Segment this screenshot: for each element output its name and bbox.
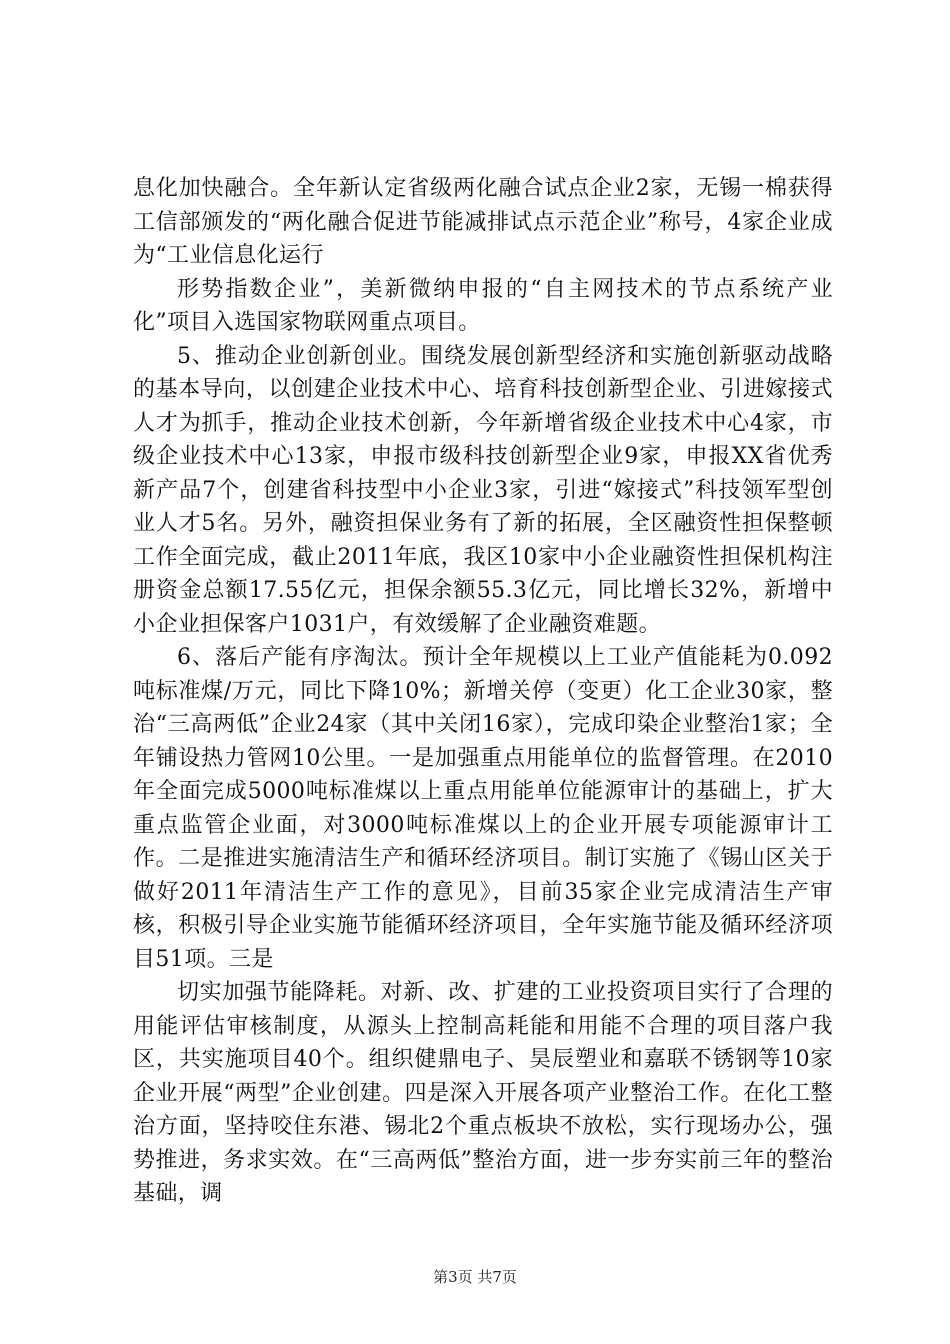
page-number-footer: 第3页 共7页: [433, 1268, 517, 1286]
document-body: [133, 172, 833, 1211]
paragraph-5: 切实加强节能降耗。对新、改、扩建的工业投资项目实行了合理的用能评估审核制度，从源头上控制高耗能和用能不合理的项目落户我区，共实施项目40个。组织健鼎电子、昊辰塑业和嘉联不锈钢等10家企业开展“两型”企业创建。四是深入开展各项产业整治工作。在化工整治方面，坚持咬住东港、锡北2个重点板块不放松，实行现场办公，强势推进，务求实效。在“三高两低”整治方面，进一步夯实前三年的整治基础，调: [133, 980, 833, 1206]
paragraph-2: 形势指数企业”，美新微纳申报的“自主网技术的节点系统产业化”项目入选国家物联网重点项目。: [133, 276, 833, 335]
paragraph-1: 息化加快融合。全年新认定省级两化融合试点企业2家，无锡一棉获得工信部颁发的“两化融合促进节能减排试点示范企业”称号，4家企业成为“工业信息化运行: [133, 176, 833, 268]
paragraph-3: 5、推动企业创新创业。围绕发展创新型经济和实施创新驱动战略的基本导向，以创建企业技术中心、培育科技创新型企业、引进嫁接式人才为抓手，推动企业技术创新，今年新增省级企业技术中心4家，市级企业技术中心13家，申报市级科技创新型企业9家，申报XX省优秀新产品7个，创建省科技型中小企业3家，引进“嫁接式”科技领军型创业人才5名。另外，融资担保业务有了新的拓展，全区融资性担保整顿工作全面完成，截止2011年底，我区10家中小企业融资性担保机构注册资金总额17.55亿元，担保余额55.3亿元，同比增长32%，新增中小企业担保客户1031户，有效缓解了企业融资难题。: [133, 343, 833, 637]
paragraph-4: 6、落后产能有序淘汰。预计全年规模以上工业产值能耗为0.092吨标准煤/万元，同比下降10%；新增关停（变更）化工企业30家，整治“三高两低”企业24家（其中关闭16家），完成印染企业整治1家；全年铺设热力管网10公里。一是加强重点用能单位的监督管理。在2010年全面完成5000吨标准煤以上重点用能单位能源审计的基础上，扩大重点监管企业面，对3000吨标准煤以上的企业开展专项能源审计工作。二是推进实施清洁生产和循环经济项目。制订实施了《锡山区关于做好2011年清洁生产工作的意见》，目前35家企业完成清洁生产审核，积极引导企业实施节能循环经济项目，全年实施节能及循环经济项目51项。三是: [133, 645, 833, 972]
